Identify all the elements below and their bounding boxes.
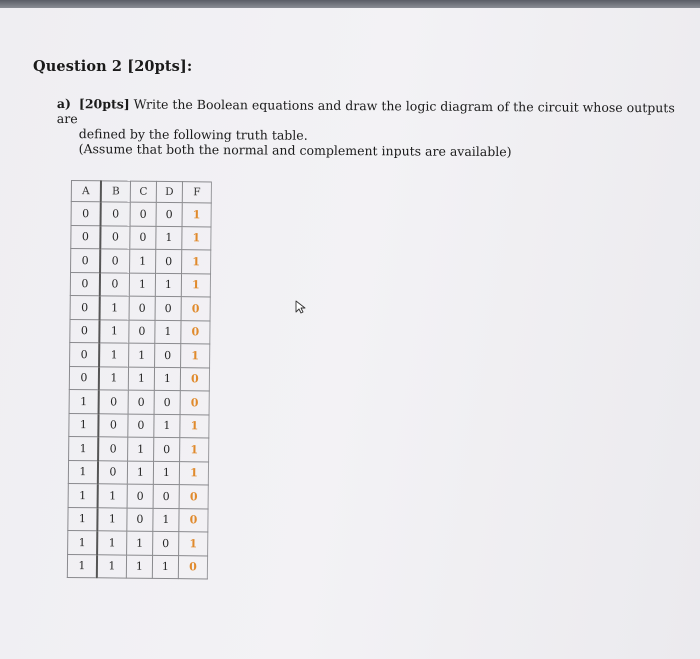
cell-f: 0 [180, 391, 209, 415]
cell-b: 0 [100, 225, 130, 249]
cell-c: 0 [129, 296, 155, 320]
cell-a: 1 [69, 436, 99, 460]
truth-table-row [71, 249, 211, 274]
truth-table-row [67, 554, 207, 579]
cell-a: 0 [71, 249, 101, 273]
cell-f: 0 [179, 508, 208, 532]
cell-c: 1 [127, 461, 153, 485]
cell-c: 1 [128, 367, 154, 391]
cell-a: 1 [68, 530, 98, 554]
cell-f: 0 [181, 297, 210, 321]
cell-b: 0 [98, 413, 128, 437]
cell-f: 1 [180, 438, 209, 462]
cell-b: 0 [98, 460, 128, 484]
truth-table-row [69, 436, 209, 461]
cell-b: 1 [99, 343, 129, 367]
cell-f: 1 [180, 414, 209, 438]
cell-f: 1 [181, 344, 210, 368]
top-bar [0, 0, 700, 8]
cell-c: 1 [129, 273, 155, 297]
truth-table-row [69, 389, 209, 414]
cell-a: 0 [69, 366, 99, 390]
cell-f: 1 [182, 226, 211, 250]
cell-c: 1 [127, 531, 153, 555]
truth-table-row [71, 202, 211, 227]
cell-a: 0 [70, 272, 100, 296]
cell-d: 1 [156, 226, 182, 250]
cell-b: 1 [97, 531, 127, 555]
cell-d: 1 [154, 414, 180, 438]
cell-c: 1 [126, 555, 152, 579]
truth-table-container [67, 180, 212, 579]
cell-a: 0 [71, 202, 101, 226]
question-part-a [57, 96, 687, 160]
question-title: Question 2 [20pts]: [33, 58, 193, 75]
truth-table-row [69, 366, 209, 391]
instruction-line-1: Write the Boolean equations and draw the logic diagram of the circuit whose outputs are [56, 96, 675, 127]
cell-d: 1 [152, 555, 178, 579]
cell-c: 0 [128, 390, 154, 414]
cell-c: 0 [130, 202, 156, 226]
part-label: a) [56, 96, 72, 112]
part-points: [20pts] [78, 96, 130, 112]
cell-a: 1 [67, 554, 97, 578]
truth-table-row [71, 225, 211, 250]
instruction-line-3: (Assume that both the normal and complement inputs are available) [78, 141, 512, 160]
cell-d: 0 [156, 249, 182, 273]
cell-b: 0 [98, 437, 128, 461]
truth-table-row [69, 413, 209, 438]
cell-a: 0 [70, 295, 100, 319]
cell-c: 0 [129, 320, 155, 344]
header-cell-d: D [156, 181, 182, 202]
cell-b: 0 [101, 202, 131, 226]
cell-a: 1 [68, 507, 98, 531]
cell-f: 0 [179, 485, 208, 509]
cell-b: 1 [99, 319, 129, 343]
cell-d: 0 [156, 202, 182, 226]
truth-table-row [68, 483, 208, 508]
cell-d: 1 [153, 461, 179, 485]
header-cell-a: A [71, 181, 101, 202]
cell-c: 1 [128, 437, 154, 461]
truth-table-row [68, 507, 208, 532]
cell-d: 0 [154, 437, 180, 461]
header-cell-b: B [101, 181, 131, 202]
cell-d: 0 [153, 484, 179, 508]
truth-table-row [68, 530, 208, 555]
cell-a: 1 [69, 389, 99, 413]
cell-d: 0 [155, 343, 181, 367]
cell-a: 1 [68, 483, 98, 507]
cell-c: 1 [129, 343, 155, 367]
cell-f: 0 [181, 320, 210, 344]
cell-d: 0 [155, 296, 181, 320]
cell-f: 0 [180, 367, 209, 391]
cell-f: 1 [182, 250, 211, 274]
cell-a: 0 [70, 342, 100, 366]
truth-table-row [70, 319, 210, 344]
cell-f: 1 [181, 273, 210, 297]
truth-table-row [70, 342, 210, 367]
cell-c: 0 [128, 414, 154, 438]
cell-d: 1 [155, 320, 181, 344]
instruction-line-2: defined by the following truth table. [78, 126, 308, 143]
cell-b: 0 [99, 390, 129, 414]
cell-b: 1 [97, 507, 127, 531]
cell-d: 0 [154, 390, 180, 414]
cell-c: 1 [130, 249, 156, 273]
truth-table-row [70, 272, 210, 297]
cell-a: 1 [68, 460, 98, 484]
cell-d: 1 [153, 508, 179, 532]
cell-b: 0 [100, 272, 130, 296]
cell-c: 0 [127, 508, 153, 532]
cell-b: 0 [100, 249, 130, 273]
cell-b: 1 [98, 484, 128, 508]
cell-b: 1 [100, 296, 130, 320]
cell-b: 1 [97, 554, 127, 578]
cell-d: 1 [154, 367, 180, 391]
truth-table-row [68, 460, 208, 485]
mouse-pointer-icon [294, 300, 308, 314]
cell-c: 0 [130, 226, 156, 250]
header-cell-c: C [130, 181, 156, 202]
cell-f: 1 [179, 532, 208, 556]
cell-d: 0 [153, 531, 179, 555]
cell-c: 0 [127, 484, 153, 508]
truth-table [67, 180, 212, 579]
cell-f: 1 [182, 203, 211, 227]
header-cell-f: F [182, 182, 211, 203]
cell-f: 1 [179, 461, 208, 485]
truth-table-row [70, 295, 210, 320]
cell-a: 1 [69, 413, 99, 437]
cell-b: 1 [99, 366, 129, 390]
cell-d: 1 [155, 273, 181, 297]
cell-f: 0 [178, 555, 207, 579]
cell-a: 0 [71, 225, 101, 249]
truth-table-header-row [71, 181, 211, 203]
cell-a: 0 [70, 319, 100, 343]
